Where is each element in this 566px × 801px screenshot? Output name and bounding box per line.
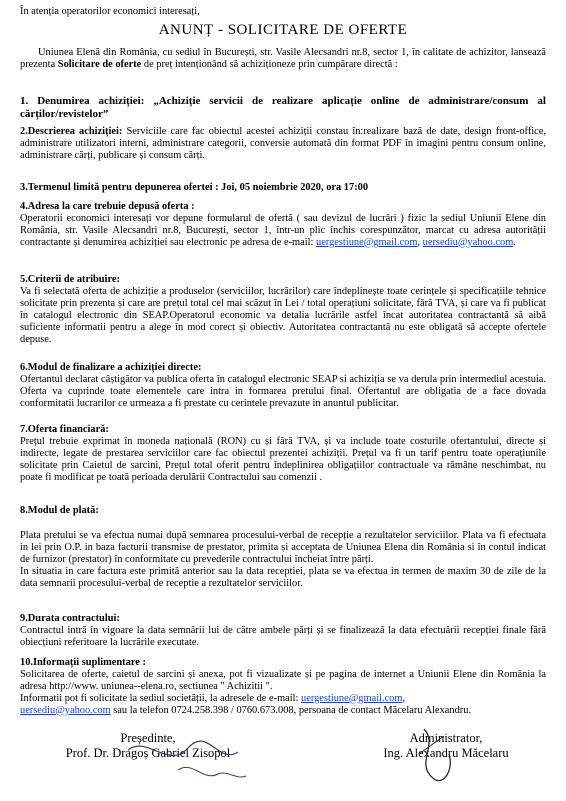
email-sediu-link[interactable]: uersediu@yahoo.com [422,236,514,248]
section-10-separator: , [402,692,406,704]
section-10-body-2: Informatii pot fi solicitate la sediul societății, la adresele de e-mail: [20,692,302,704]
section-4-separator: , [417,236,423,248]
section-7-heading: 7.Oferta financiară: [20,424,109,435]
section-10 [20,657,546,717]
administrator-role: Administrator, [409,731,483,745]
section-2-body: Serviciile care fac obiectul acestei achiziții constau în:realizare bază de date, design front-office, administrare utilizatori interni, administrare categorii, conversie automată din format PDF în imagini pentru consum online, administrare cărți, publicare și consum cărți. [20,126,546,161]
section-8-body [20,530,546,590]
section-4-body: Operatorii economici interesați vor depune formularul de ofertă ( sau devizul de lucrări ) fizic la sediul Uniunii Elene din România, str. Vasile Alecsandri nr.8, București, sector 1, într-un plic închis corespunzător, marcat cu adresa autorității contractante și denumirea achiziției sau electronic pe adresa de e-mail: [20,212,546,248]
section-1: 1. Denumirea achiziției: „Achiziție servicii de realizare aplicație online de administrare/consum al cărților/revistelor” [20,95,546,120]
intro-text-1: Uniunea Elenă din România, cu sediul în București, str. Vasile Alecsandri nr.8, sector 1, în calitate de achizitor, lansează prezenta [20,47,546,70]
administrator-name: Ing. Alexandru Măcelaru [383,746,509,760]
section-10-body-1: Solicitarea de oferte, caietul de sarcini și anexa, pot fi vizualizate și pe pagina de internet a Uniunii Elene din România la adresa http://www. uniunea--elena.ro, sectiunea " Achizitii ". [20,668,546,692]
president-name: Prof. Dr. Dragoș Gabriel Zisopol [65,746,231,760]
email-gestiune-link-2[interactable]: uergestiune@gmail.com [301,692,403,704]
email-sediu-link-2[interactable]: uersediu@yahoo.com [20,704,111,716]
section-4 [20,201,546,249]
addressee-line: În atenția operatorilor economici interesați, [20,6,200,17]
section-8-body-2: In situatia in care factura este primită anterior sau la data receptiei, plata se va efectua in termen de maxim 30 de zile de la data semnarii procesului-verbal de receptie a rezultatelor serviciilor. [20,565,546,589]
section-4-heading: 4.Adresa la care trebuie depusă oferta : [20,201,195,212]
administrator-signature-scribble [404,724,474,794]
email-gestiune-link[interactable]: uergestiune@gmail.com [316,236,418,248]
document-title: ANUNȚ - SOLICITARE DE OFERTE [158,22,408,38]
section-6 [20,362,546,410]
section-5-body: Va fi selectată oferta de achiziție a produselor (serviciilor, lucrărilor) care îndeplinește toate cerințele și specificațiile tehnice solicitate prin prezenta și care are prețul total cel mai scăzut în Lei / total operațiuni solicitate, fără TVA, și care va fi publicat în catalogul electronic din SEAP.Operatorul economic va detalia lucrările astfel încat autoritatea contractantă să aibă suficiente informatii pentru a alege în mod corect și obiectiv. Autoritatea contractantă nu este obligată să accepte ofertele depuse. [20,285,546,345]
section-7-body: Prețul trebuie exprimat în moneda națională (RON) cu și fără TVA, și va include toate costurile ofertantului, directe și indirecte, legate de prestarea serviciilor care fac obiectul prezentei achiziții. Prețul va fi un tarif pentru toate operațiunile solicitate prin Caietul de sarcini, Prețul total oferit pentru îndeplinirea obligațiilor contractuale va rămâne neschimbat, nu poate fi modificat pe toată perioada derulării Contractului sau comenzii . [20,435,546,483]
section-5-heading: 5.Criterii de atribuire: [20,274,120,285]
section-9-body: Contractul intră în vigoare la data semnării lui de către ambele părți și se finalizează la data efectuării recepției finale fără obiecțiuni referitoare la lucrările executate. [20,624,546,648]
section-8-body-1: Plata pretului se va efectua numai după semnarea procesului-verbal de recepție a rezultatelor serviciilor. Plata va fi efectuata in lei prin O.P. in baza facturii transmise de prestator, primita și acceptata de Uniunea Elena din România si în contul indicat de furnizor (prestator) în conformitate cu prevederile contractului încheiat între părți. [20,530,546,565]
section-2-heading: 2.Descrierea achiziției: [20,126,123,137]
intro-text-2: de preț intenționând să achiziționeze prin cumpărare directă : [141,58,398,70]
section-4-end: . [513,236,516,248]
section-9 [20,613,546,649]
section-7 [20,424,546,484]
section-6-heading: 6.Modul de finalizare a achiziției directe: [20,362,202,373]
intro-bold: Solicitare de oferte [57,58,142,70]
section-8 [20,505,546,517]
president-signature-scribble [118,730,258,790]
section-3: 3.Termenul limită pentru depunerea ofertei : Joi, 05 noiembrie 2020, ora 17:00 [20,182,369,193]
section-6-body: Ofertantul declarat câștigător va publica oferta în catalogul electronic SEAP si achiziția se va derula prin intermediul acestuia. Oferta va cuprinde toate elementele care intra in formarea pretului final. Ofertantul are obligatia de a face dovada conformitatii lucrarilor ce urmeaza a fi prestate cu cerintele prevazute in anuntul publicitar. [20,373,546,409]
intro-paragraph [20,47,546,71]
section-10-heading: 10.Informații suplimentare : [20,657,146,668]
section-9-heading: 9.Durata contractului: [20,613,120,624]
section-10-body-3: sau la telefon 0724.258.398 / 0760.673.008, persoana de contact Măcelaru Alexandru. [110,704,472,716]
president-role: Președinte, [120,731,176,745]
section-8-heading: 8.Modul de plată: [20,505,99,516]
section-5 [20,274,546,345]
section-2 [20,126,546,162]
